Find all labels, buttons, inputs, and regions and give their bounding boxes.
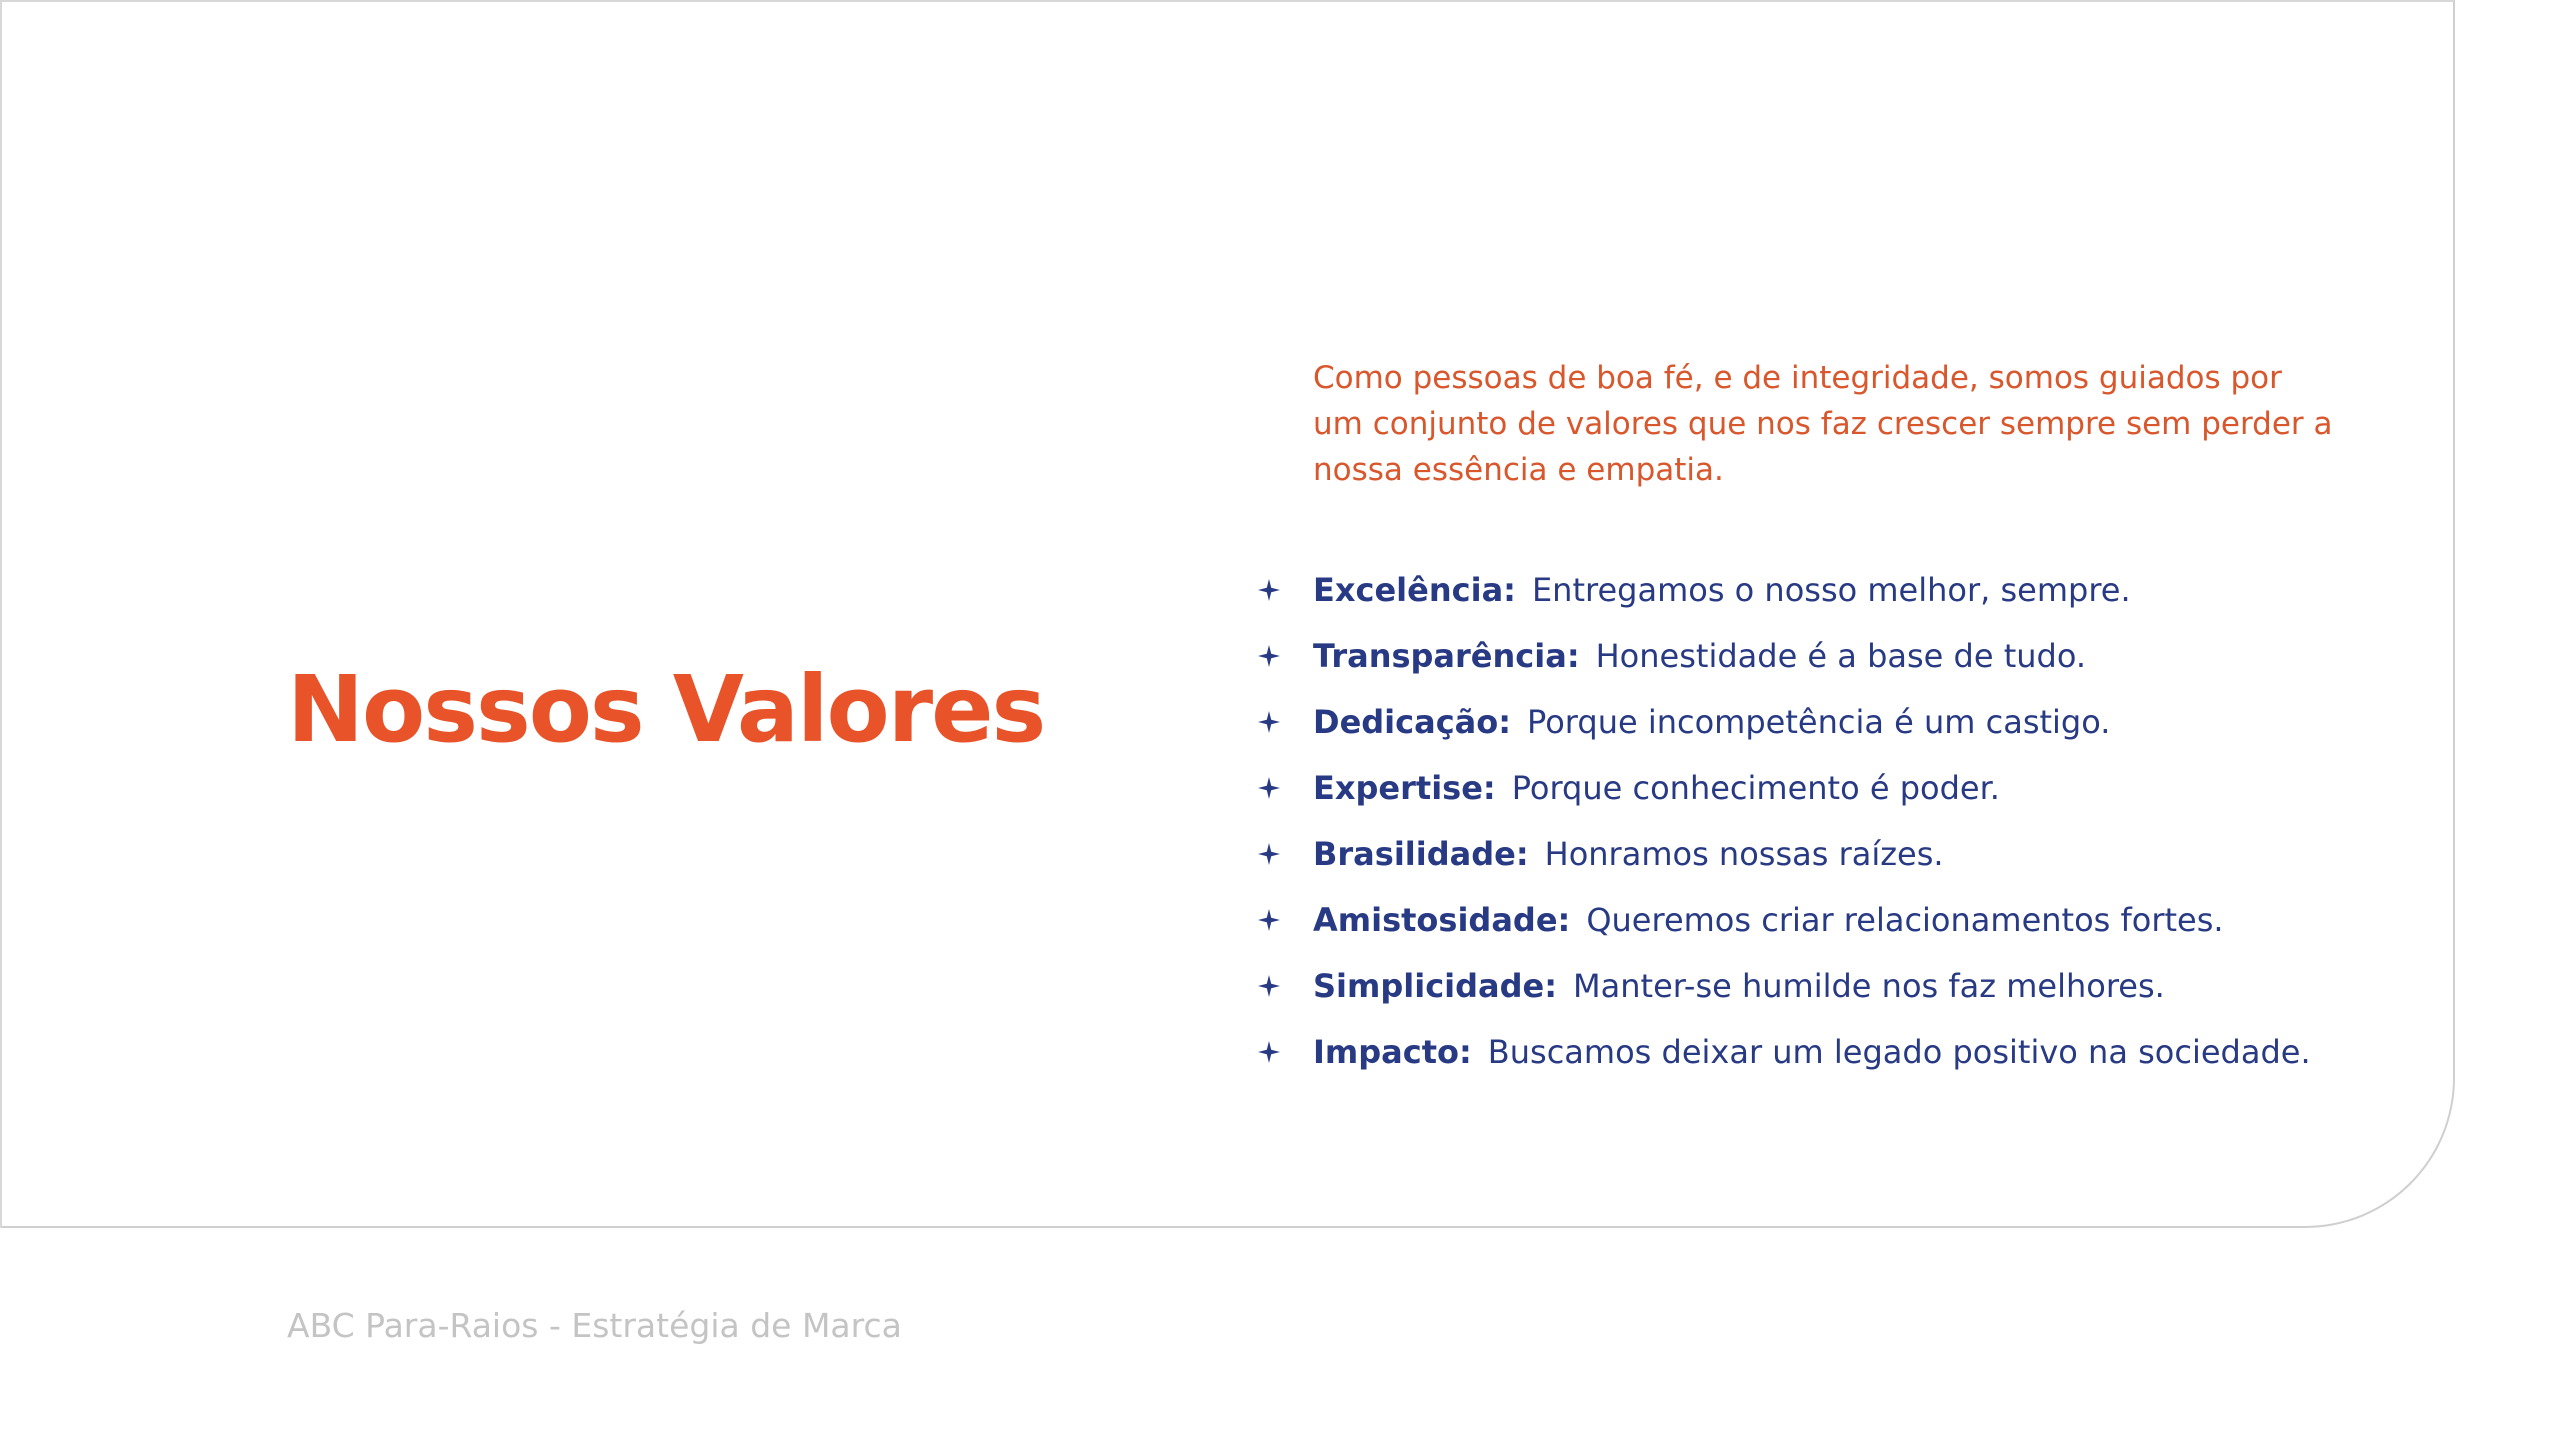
value-item-impacto [1258,1019,2311,1085]
value-description: Honramos nossas raízes. [1544,835,1944,873]
four-point-star-icon [1258,1041,1280,1063]
value-name: Dedicação: [1313,703,1512,741]
values-list [1258,557,2311,1085]
slide-title: Nossos Valores [287,656,1045,763]
four-point-star-icon [1258,975,1280,997]
value-description: Queremos criar relacionamentos fortes. [1586,901,2224,939]
four-point-star-icon [1258,645,1280,667]
four-point-star-icon [1258,711,1280,733]
value-description: Entregamos o nosso melhor, sempre. [1531,571,2131,609]
value-item-transparencia [1258,623,2311,689]
value-description: Porque incompetência é um castigo. [1527,703,2111,741]
four-point-star-icon [1258,777,1280,799]
intro-paragraph: Como pessoas de boa fé, e de integridade, somos guiados por um conjunto de valores que nos faz crescer sempre sem perder a nossa essência e empatia. [1313,360,2333,488]
value-description: Honestidade é a base de tudo. [1595,637,2087,675]
value-item-excelencia [1258,557,2311,623]
value-item-amistosidade [1258,887,2311,953]
value-name: Expertise: [1313,769,1496,807]
four-point-star-icon [1258,909,1280,931]
slide-card-edge [0,0,2,1228]
value-item-brasilidade [1258,821,2311,887]
value-name: Impacto: [1313,1033,1472,1071]
value-item-simplicidade [1258,953,2311,1019]
value-item-expertise [1258,755,2311,821]
value-name: Simplicidade: [1313,967,1558,1005]
value-description: Porque conhecimento é poder. [1511,769,2000,807]
value-name: Transparência: [1313,637,1580,675]
footer-caption: ABC Para-Raios - Estratégia de Marca [287,1306,902,1345]
value-name: Excelência: [1313,571,1516,609]
four-point-star-icon [1258,579,1280,601]
value-name: Brasilidade: [1313,835,1529,873]
four-point-star-icon [1258,843,1280,865]
value-description: Buscamos deixar um legado positivo na sociedade. [1487,1033,2311,1071]
value-description: Manter-se humilde nos faz melhores. [1573,967,2165,1005]
value-item-dedicacao [1258,689,2311,755]
value-name: Amistosidade: [1313,901,1571,939]
